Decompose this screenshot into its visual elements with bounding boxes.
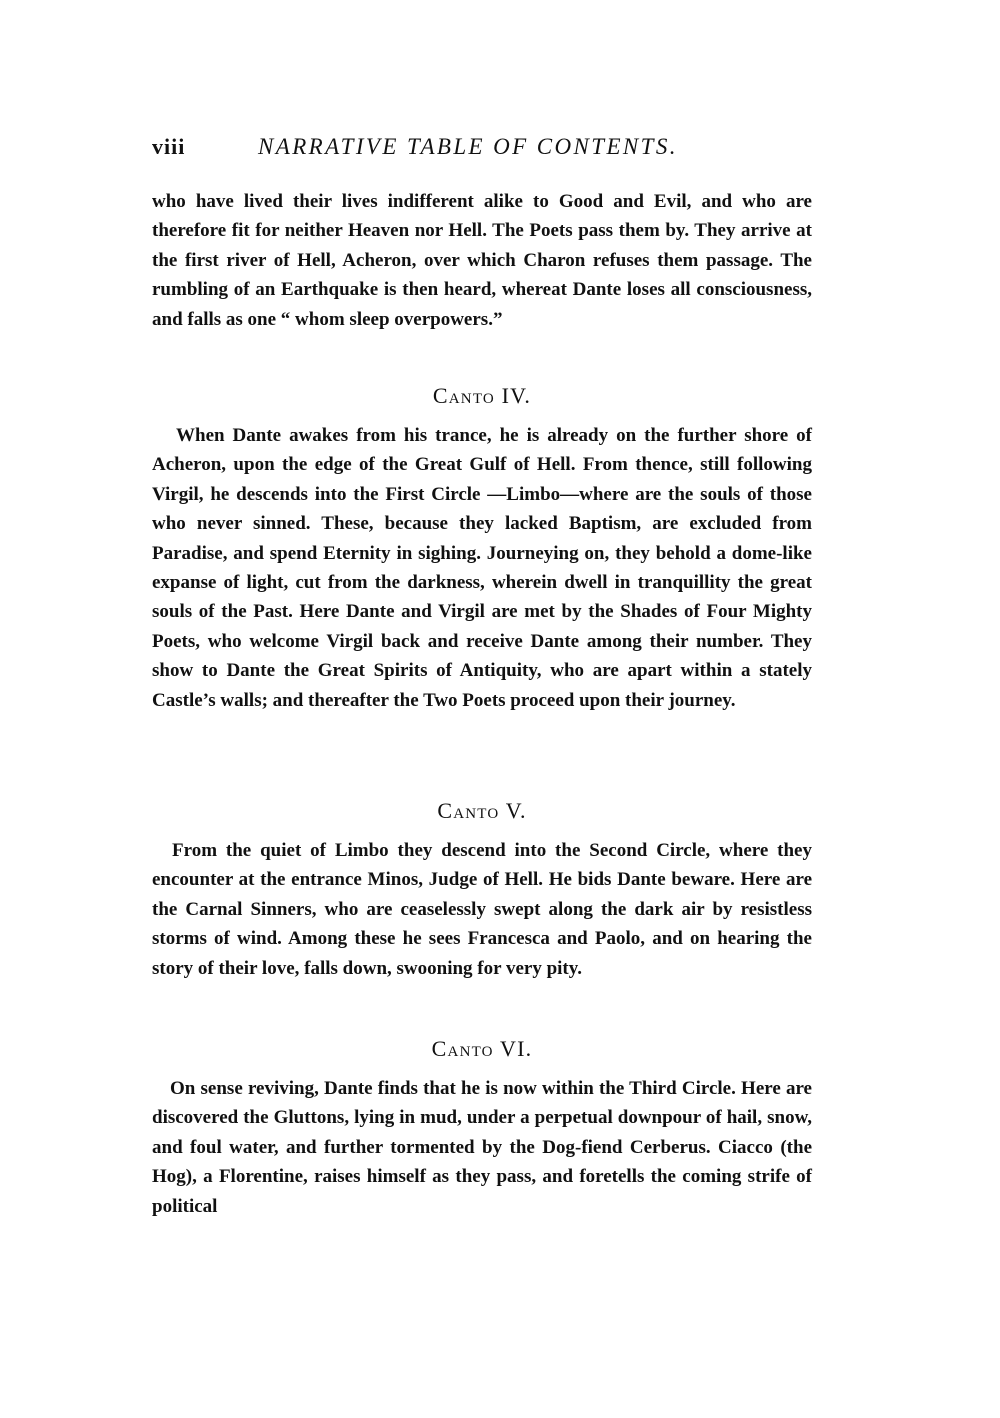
running-head — [152, 134, 832, 164]
canto-iv-heading: Canto IV. — [432, 383, 532, 408]
canto-vi-heading: Canto VI. — [431, 1036, 533, 1061]
continuation-paragraph: who have lived their lives indifferent alike to Good and Evil, and who are therefore fit for neither Heaven nor Hell. The Poets pass them by. They arrive at the first river of Hell, Acheron, over which Charon refuses them passage. The rumbling of an Earthquake is then heard, whereat Dante loses all consciousness, and falls as one “ whom sleep overpowers.” — [152, 191, 812, 330]
canto-vi-summary: On sense reviving, Dante finds that he is now within the Third Circle. Here are discovered the Gluttons, lying in mud, under a perpetual downpour of hail, snow, and foul water, and further tormented by the Dog-fiend Cerberus. Ciacco (the Hog), a Florentine, raises himself as they pass, and foretells the coming strife of political — [152, 1078, 812, 1217]
canto-v-heading: Canto V. — [437, 798, 527, 823]
canto-v-summary: From the quiet of Limbo they descend into the Second Circle, where they encounter at the entrance Minos, Judge of Hell. He bids Dante beware. Here are the Carnal Sinners, who are ceaselessly swept along the dark air by resistless storms of wind. Among these he sees Francesca and Paolo, and on hearing the story of their love, falls down, swooning for very pity. — [152, 840, 812, 979]
page-number: viii — [152, 134, 186, 159]
running-title: NARRATIVE TABLE OF CONTENTS. — [258, 134, 678, 159]
canto-iv-summary: When Dante awakes from his trance, he is already on the further shore of Acheron, upon the edge of the Great Gulf of Hell. From thence, still following Virgil, he descends into the First Circle —Limbo—where are the souls of those who never sinned. These, because they lacked Baptism, are excluded from Paradise, and spend Eternity in sighing. Journeying on, they behold a dome-like expanse of light, cut from the darkness, wherein dwell in tranquillity the great souls of the Past. Here Dante and Virgil are met by the Shades of Four Mighty Poets, who welcome Virgil back and receive Dante among their number. They show to Dante the Great Spirits of Antiquity, who are apart within a stately Castle’s walls; and thereafter the Two Poets proceed upon their journey. — [152, 425, 812, 711]
